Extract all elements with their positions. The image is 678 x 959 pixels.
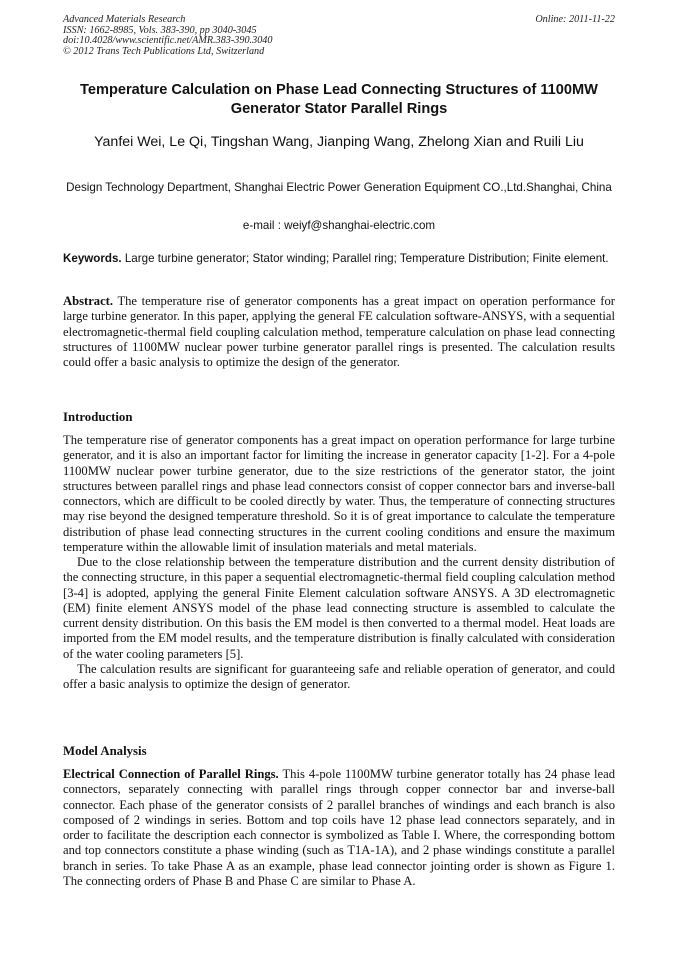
model-analysis-heading: Model Analysis <box>63 744 147 758</box>
online-date: Online: 2011-11-22 <box>535 14 615 25</box>
introduction-heading: Introduction <box>63 410 133 424</box>
issn-line: ISSN: 1662-8985, Vols. 383-390, pp 3040-3045 <box>63 24 257 36</box>
model-paragraph <box>63 767 615 889</box>
introduction-body <box>63 433 615 692</box>
abstract-text: The temperature rise of generator components has a great impact on operation performance for large turbine generator. In this paper, applying the general FE calculation software-ANSYS, with a sequential electromagnetic-thermal field coupling calculation method, temperature calculation on phase lead connecting structures of 1100MW nuclear power turbine generator parallel rings is presented. The calculation results could offer a basic analysis to optimize the design of the generator. <box>63 294 615 369</box>
model-analysis-body <box>63 767 615 889</box>
author-list: Yanfei Wei, Le Qi, Tingshan Wang, Jianping Wang, Zhelong Xian and Ruili Liu <box>94 134 584 150</box>
subsection-label: Electrical Connection of Parallel Rings. <box>63 767 279 781</box>
abstract-label: Abstract. <box>63 294 114 308</box>
running-header <box>63 15 615 57</box>
abstract <box>63 294 615 370</box>
keywords <box>63 251 615 266</box>
copyright-line: © 2012 Trans Tech Publications Ltd, Switzerland <box>63 45 265 57</box>
journal-name: Advanced Materials Research <box>63 14 186 25</box>
intro-paragraph-2: Due to the close relationship between the temperature distribution and the current density distribution of the connecting structure, in this paper a sequential electromagnetic-thermal field coupling calculation method [3-4] is adopted, applying the general Finite Element calculation software ANSYS. A 3D electromagnetic (EM) finite element ANSYS model of the phase lead connecting structure is assembled to calculate the current density distribution. On this basis the EM model is then converted to a thermal model. Heat loads are imported from the EM model results, and the temperature distribution is finally calculated with consideration of the water cooling parameters [5]. <box>63 555 615 661</box>
doi-line: doi:10.4028/www.scientific.net/AMR.383-390.3040 <box>63 35 273 47</box>
intro-paragraph-3: The calculation results are significant for guaranteeing safe and reliable operation of generator, and could offer a basic analysis to optimize the design of generator. <box>63 661 615 691</box>
paper-title: Temperature Calculation on Phase Lead Connecting Structures of 1100MW Generator Stator Parallel Rings <box>80 82 598 117</box>
contact-email: e-mail : weiyf@shanghai-electric.com <box>242 219 436 232</box>
keywords-text: Large turbine generator; Stator winding; Parallel ring; Temperature Distribution; Finite element. <box>121 252 609 265</box>
affiliation: Design Technology Department, Shanghai Electric Power Generation Equipment CO.,Ltd.Shanghai, China <box>66 181 612 194</box>
keywords-label: Keywords. <box>63 252 122 265</box>
model-text: This 4-pole 1100MW turbine generator totally has 24 phase lead connectors, separately connecting with parallel rings through copper connector bar and inverse-ball connector. Each phase of the generator consists of 2 parallel branches of windings and each branch is also composed of 2 windings in series. Bottom and top coils have 12 phase lead connectors separately, and in order to facilitate the description each connector is symbolized as Table I. Where, the corresponding bottom and top connectors constitute a phase winding (such as T1A-1A), and 2 phase windings constitute a parallel branch in series. To take Phase A as an example, phase lead connector jointing order is shown as Figure 1. The connecting orders of Phase B and Phase C are similar to Phase A. <box>63 767 615 888</box>
intro-paragraph-1: The temperature rise of generator components has a great impact on operation performance for large turbine generator, and it is also an important factor for limiting the increase in generator capacity [1-2]. For a 4-pole 1100MW nuclear power turbine generator, due to the size restrictions of the generator stator, the joint structures between parallel rings and phase lead connectors consist of copper connector bars and inverse-ball connectors, which are difficult to be cooled directly by water. Thus, the temperature of connecting structures may rise beyond the designed temperature threshold. So it is of great importance to calculate the temperature distribution of phase lead connecting structures in the current cooling conditions and ensure the maximum temperature within the allowable limit of insulation materials and metal materials. <box>63 433 615 554</box>
